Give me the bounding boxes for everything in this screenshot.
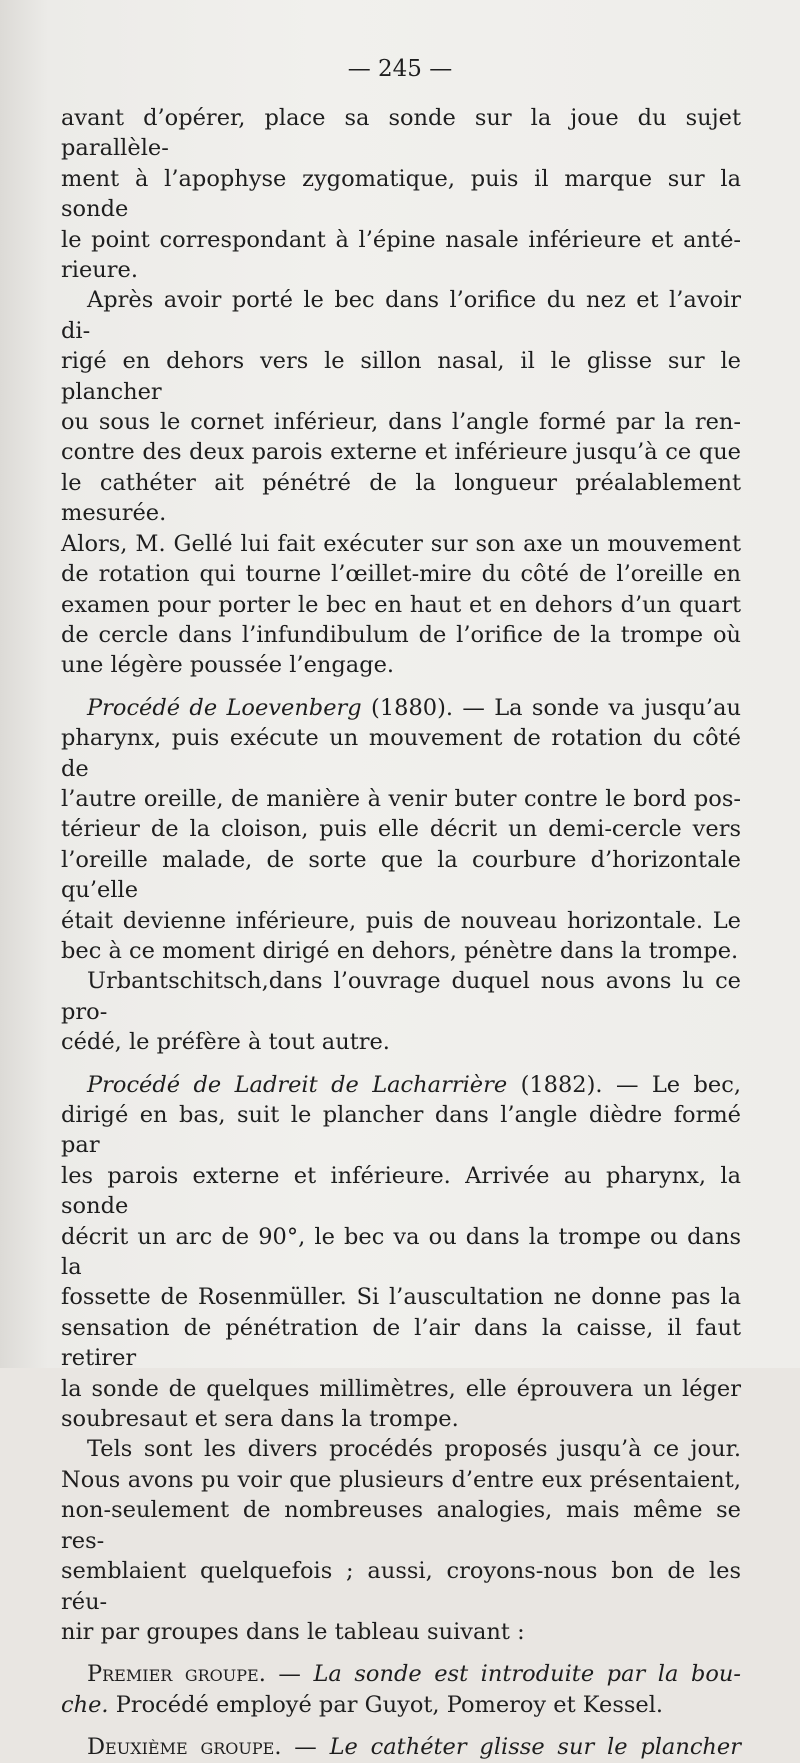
text-line: Après avoir porté le bec dans l’orifice du nez et l’avoir di- xyxy=(61,287,741,344)
paragraph xyxy=(61,966,741,1057)
paragraph-ladreit xyxy=(61,1070,741,1435)
text-line: Tels sont les divers procédés proposés jusqu’à ce jour. xyxy=(87,1436,741,1463)
text-line: bec à ce moment dirigé en dehors, pénètre dans la trompe. xyxy=(61,937,739,964)
text-line: rigé en dehors vers le sillon nasal, il le glisse sur le plancher xyxy=(61,348,741,405)
text-line: sensation de pénétration de l’air dans la caisse, il faut retirer xyxy=(61,1314,741,1372)
text-line: l’autre oreille, de manière à venir buter contre le bord pos- xyxy=(61,785,741,812)
text-line: la sonde de quelques millimètres, elle éprouvera un léger xyxy=(61,1375,741,1402)
text-line xyxy=(61,1070,741,1100)
text-line: le point correspondant à l’épine nasale inférieure et anté- xyxy=(61,226,741,253)
text-line: l’oreille malade, de sorte que la courbure d’horizontale qu’elle xyxy=(61,846,741,904)
group-label: Deuxième groupe. xyxy=(87,1734,282,1761)
group-deuxieme xyxy=(61,1732,741,1762)
text-line: térieur de la cloison, puis elle décrit un demi-cercle vers xyxy=(61,816,741,843)
text-line: de rotation qui tourne l’œillet-mire du côté de l’oreille en xyxy=(61,561,741,588)
text-line xyxy=(61,1732,741,1762)
text-line: Nous avons pu voir que plusieurs d’entre eux présentaient, xyxy=(61,1466,741,1493)
group-description: Le cathéter glisse sur le plancher xyxy=(329,1734,741,1761)
group-label: Premier groupe. xyxy=(87,1661,266,1688)
text-line: Alors, M. Gellé lui fait exécuter sur son axe un mouvement xyxy=(61,530,741,557)
page-number: — 245 — xyxy=(347,56,453,82)
text-line: examen pour porter le bec en haut et en dehors d’un quart xyxy=(61,591,741,618)
text-line: ment à l’apophyse zygomatique, puis il marque sur la sonde xyxy=(61,165,741,223)
text-line: rieure. xyxy=(61,257,138,284)
text-line xyxy=(61,693,741,723)
text-line: cédé, le préfère à tout autre. xyxy=(61,1029,390,1056)
text-line: de cercle dans l’infundibulum de l’orifice de la trompe où xyxy=(61,621,741,648)
text-line xyxy=(61,1690,741,1720)
paragraph xyxy=(61,285,741,680)
text-run: che. xyxy=(61,1691,109,1718)
body-text xyxy=(61,103,741,1763)
text-line: contre des deux parois externe et inférieure jusqu’à ce que xyxy=(61,439,741,466)
text-line: pharynx, puis exécute un mouvement de rotation du côté de xyxy=(61,725,741,782)
text-run: — xyxy=(281,1734,330,1761)
procedure-title: Procédé de Loevenberg xyxy=(87,694,362,721)
text-line: les parois externe et inférieure. Arrivée au pharynx, la sonde xyxy=(61,1162,741,1220)
procedure-title: Procédé de Ladreit de Lacharrière xyxy=(87,1071,508,1098)
text-run: Procédé employé par Guyot, Pomeroy et Kessel. xyxy=(108,1691,664,1718)
text-line: non-seulement de nombreuses analogies, mais même se res- xyxy=(61,1497,741,1554)
text-line xyxy=(61,1659,741,1689)
text-line: était devienne inférieure, puis de nouveau horizontale. Le xyxy=(61,907,741,934)
text-line: soubresaut et sera dans la trompe. xyxy=(61,1406,459,1433)
text-run: — xyxy=(265,1661,314,1688)
text-line: le cathéter ait pénétré de la longueur préalablement mesurée. xyxy=(61,469,741,527)
text-line: avant d’opérer, place sa sonde sur la joue du sujet parallèle- xyxy=(61,105,741,162)
group-description: La sonde est introduite par la bou- xyxy=(313,1661,741,1688)
text-line: fossette de Rosenmüller. Si l’auscultation ne donne pas la xyxy=(61,1284,741,1311)
text-line: décrit un arc de 90°, le bec va ou dans la trompe ou dans la xyxy=(61,1223,741,1281)
paragraph xyxy=(61,103,741,285)
text-line: semblaient quelquefois ; aussi, croyons-nous bon de les réu- xyxy=(61,1558,741,1615)
paragraph-loevenberg xyxy=(61,693,741,967)
text-run: (1882). — Le bec, xyxy=(507,1071,741,1098)
text-run: (1880). — La sonde va jusqu’au xyxy=(361,694,741,721)
text-line: dirigé en bas, suit le plancher dans l’angle dièdre formé par xyxy=(61,1102,741,1159)
text-line: une légère poussée l’engage. xyxy=(61,652,395,679)
text-line: nir par groupes dans le tableau suivant : xyxy=(61,1618,525,1645)
text-line: Urbantschitsch,dans l’ouvrage duquel nous avons lu ce pro- xyxy=(61,968,741,1025)
group-premier xyxy=(61,1659,741,1720)
paragraph xyxy=(61,1434,741,1647)
text-line: ou sous le cornet inférieur, dans l’angle formé par la ren- xyxy=(61,409,741,436)
